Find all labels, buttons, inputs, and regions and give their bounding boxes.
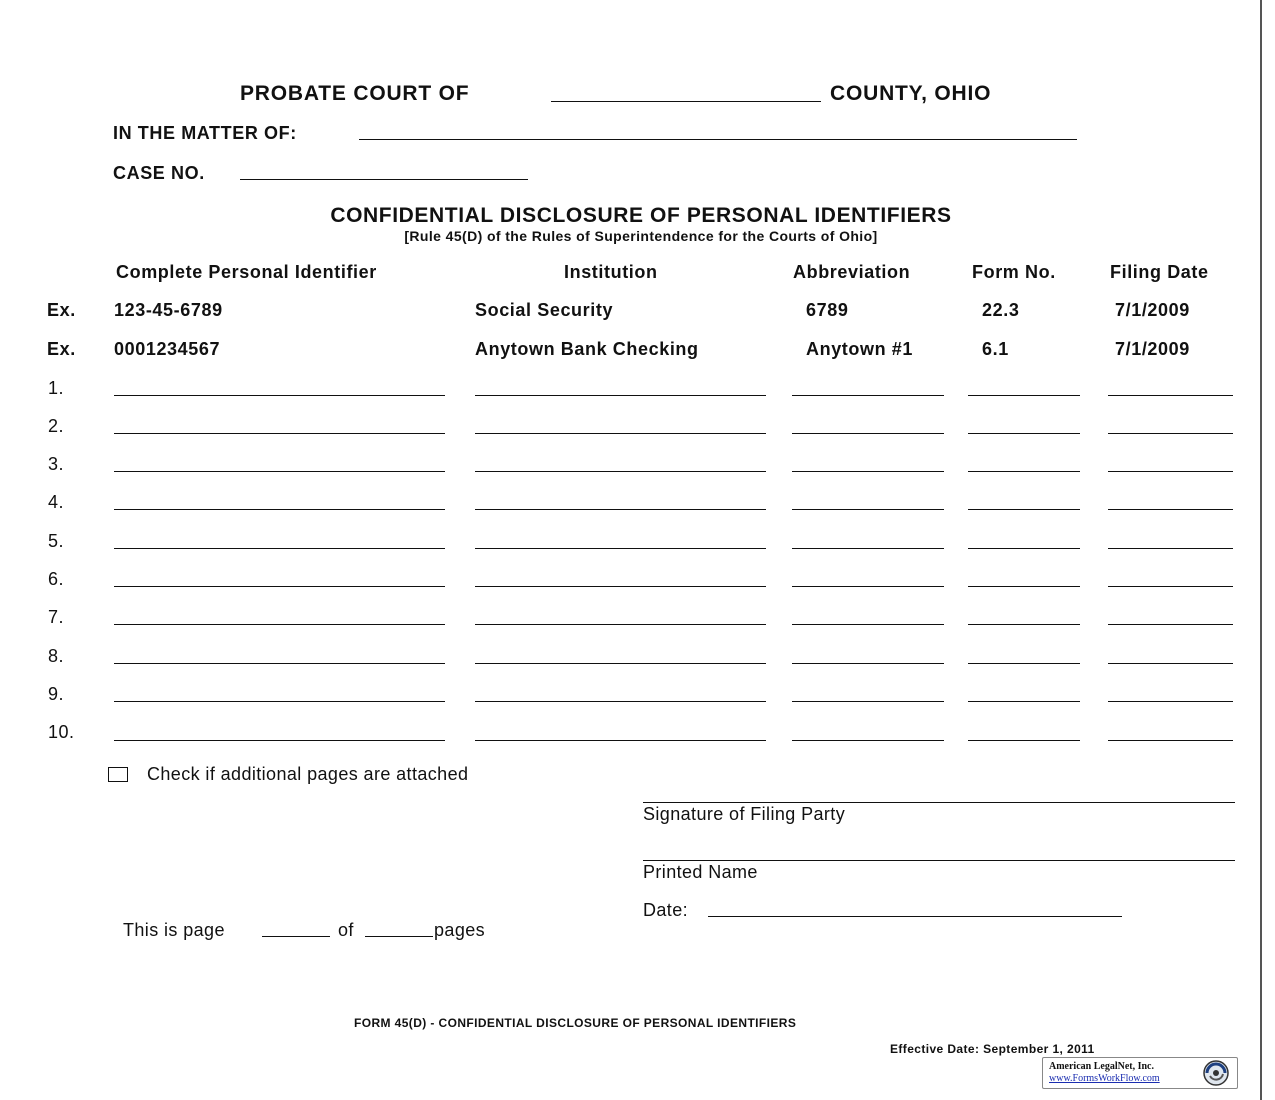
abbreviation-input-line[interactable] [792, 663, 944, 664]
county-name-line[interactable] [551, 101, 821, 102]
publisher-globe-icon [1199, 1059, 1233, 1087]
abbreviation-input-line[interactable] [792, 433, 944, 434]
abbreviation-input-line[interactable] [792, 548, 944, 549]
example-abbreviation: 6789 [806, 300, 849, 320]
additional-pages-checkbox[interactable] [108, 767, 128, 782]
example-form-no: 22.3 [982, 300, 1020, 320]
institution-input-line[interactable] [475, 740, 766, 741]
filing-date-input-line[interactable] [1108, 395, 1233, 396]
example-institution: Social Security [475, 300, 614, 320]
col-header-identifier: Complete Personal Identifier [116, 262, 377, 282]
form-no-input-line[interactable] [968, 509, 1080, 510]
example-institution: Anytown Bank Checking [475, 339, 699, 359]
filing-date-input-line[interactable] [1108, 740, 1233, 741]
identifier-input-line[interactable] [114, 548, 445, 549]
form-no-input-line[interactable] [968, 548, 1080, 549]
printed-name-label: Printed Name [643, 862, 758, 882]
publisher-name: American LegalNet, Inc. [1049, 1061, 1154, 1072]
row-number: 3. [48, 454, 65, 474]
institution-input-line[interactable] [475, 395, 766, 396]
institution-input-line[interactable] [475, 509, 766, 510]
form-no-input-line[interactable] [968, 586, 1080, 587]
abbreviation-input-line[interactable] [792, 701, 944, 702]
filing-date-input-line[interactable] [1108, 586, 1233, 587]
form-no-input-line[interactable] [968, 740, 1080, 741]
row-number: 2. [48, 416, 65, 436]
signature-line[interactable] [643, 802, 1235, 803]
institution-input-line[interactable] [475, 663, 766, 664]
example-identifier: 123-45-6789 [114, 300, 223, 320]
page-number-line[interactable] [262, 936, 330, 937]
publisher-url[interactable]: www.FormsWorkFlow.com [1049, 1073, 1160, 1084]
court-suffix: COUNTY, OHIO [830, 82, 992, 105]
row-number: 9. [48, 684, 65, 704]
filing-date-input-line[interactable] [1108, 433, 1233, 434]
court-prefix: PROBATE COURT OF [240, 82, 470, 105]
signature-label: Signature of Filing Party [643, 804, 846, 824]
abbreviation-input-line[interactable] [792, 740, 944, 741]
identifier-input-line[interactable] [114, 701, 445, 702]
filing-date-input-line[interactable] [1108, 624, 1233, 625]
form-no-input-line[interactable] [968, 663, 1080, 664]
identifier-input-line[interactable] [114, 586, 445, 587]
case-number-line[interactable] [240, 179, 528, 180]
col-header-abbreviation: Abbreviation [793, 262, 911, 282]
page-prefix: This is page [123, 920, 225, 940]
page-suffix: pages [434, 920, 486, 940]
filing-date-input-line[interactable] [1108, 471, 1233, 472]
abbreviation-input-line[interactable] [792, 624, 944, 625]
row-number: 5. [48, 531, 65, 551]
example-abbreviation: Anytown #1 [806, 339, 914, 359]
page-edge [1260, 0, 1262, 1100]
document-title: CONFIDENTIAL DISCLOSURE OF PERSONAL IDENTIFIERS [330, 204, 952, 227]
abbreviation-input-line[interactable] [792, 509, 944, 510]
col-header-filing-date: Filing Date [1110, 262, 1209, 282]
date-line[interactable] [708, 916, 1122, 917]
form-no-input-line[interactable] [968, 433, 1080, 434]
date-label: Date: [643, 900, 689, 920]
row-number: 8. [48, 646, 65, 666]
filing-date-input-line[interactable] [1108, 663, 1233, 664]
example-identifier: 0001234567 [114, 339, 221, 359]
page-middle: of [338, 920, 354, 940]
identifier-input-line[interactable] [114, 624, 445, 625]
printed-name-line[interactable] [643, 860, 1235, 861]
row-number: 7. [48, 607, 65, 627]
example-form-no: 6.1 [982, 339, 1009, 359]
identifier-input-line[interactable] [114, 509, 445, 510]
identifier-input-line[interactable] [114, 471, 445, 472]
form-no-input-line[interactable] [968, 395, 1080, 396]
institution-input-line[interactable] [475, 471, 766, 472]
identifier-input-line[interactable] [114, 395, 445, 396]
form-footer-title: FORM 45(D) - CONFIDENTIAL DISCLOSURE OF PERSONAL IDENTIFIERS [354, 1016, 797, 1030]
example-filing-date: 7/1/2009 [1115, 339, 1190, 359]
case-label: CASE NO. [113, 163, 205, 183]
matter-label: IN THE MATTER OF: [113, 123, 297, 143]
institution-input-line[interactable] [475, 624, 766, 625]
row-number: 6. [48, 569, 65, 589]
filing-date-input-line[interactable] [1108, 548, 1233, 549]
identifier-input-line[interactable] [114, 433, 445, 434]
total-pages-line[interactable] [365, 936, 433, 937]
col-header-institution: Institution [564, 262, 658, 282]
abbreviation-input-line[interactable] [792, 586, 944, 587]
identifier-input-line[interactable] [114, 740, 445, 741]
publisher-logo-box [1042, 1057, 1238, 1089]
matter-line[interactable] [359, 139, 1077, 140]
form-no-input-line[interactable] [968, 471, 1080, 472]
additional-pages-label: Check if additional pages are attached [147, 764, 469, 784]
example-label: Ex. [47, 300, 76, 320]
row-number: 1. [48, 378, 65, 398]
abbreviation-input-line[interactable] [792, 471, 944, 472]
effective-date: Effective Date: September 1, 2011 [890, 1042, 1095, 1056]
institution-input-line[interactable] [475, 586, 766, 587]
row-number: 10. [48, 722, 75, 742]
document-subtitle: [Rule 45(D) of the Rules of Superintendence for the Courts of Ohio] [404, 228, 878, 244]
institution-input-line[interactable] [475, 433, 766, 434]
form-no-input-line[interactable] [968, 701, 1080, 702]
example-label: Ex. [47, 339, 76, 359]
row-number: 4. [48, 492, 65, 512]
filing-date-input-line[interactable] [1108, 509, 1233, 510]
filing-date-input-line[interactable] [1108, 701, 1233, 702]
identifier-input-line[interactable] [114, 663, 445, 664]
form-no-input-line[interactable] [968, 624, 1080, 625]
col-header-form-no: Form No. [972, 262, 1056, 282]
abbreviation-input-line[interactable] [792, 395, 944, 396]
institution-input-line[interactable] [475, 701, 766, 702]
example-filing-date: 7/1/2009 [1115, 300, 1190, 320]
institution-input-line[interactable] [475, 548, 766, 549]
